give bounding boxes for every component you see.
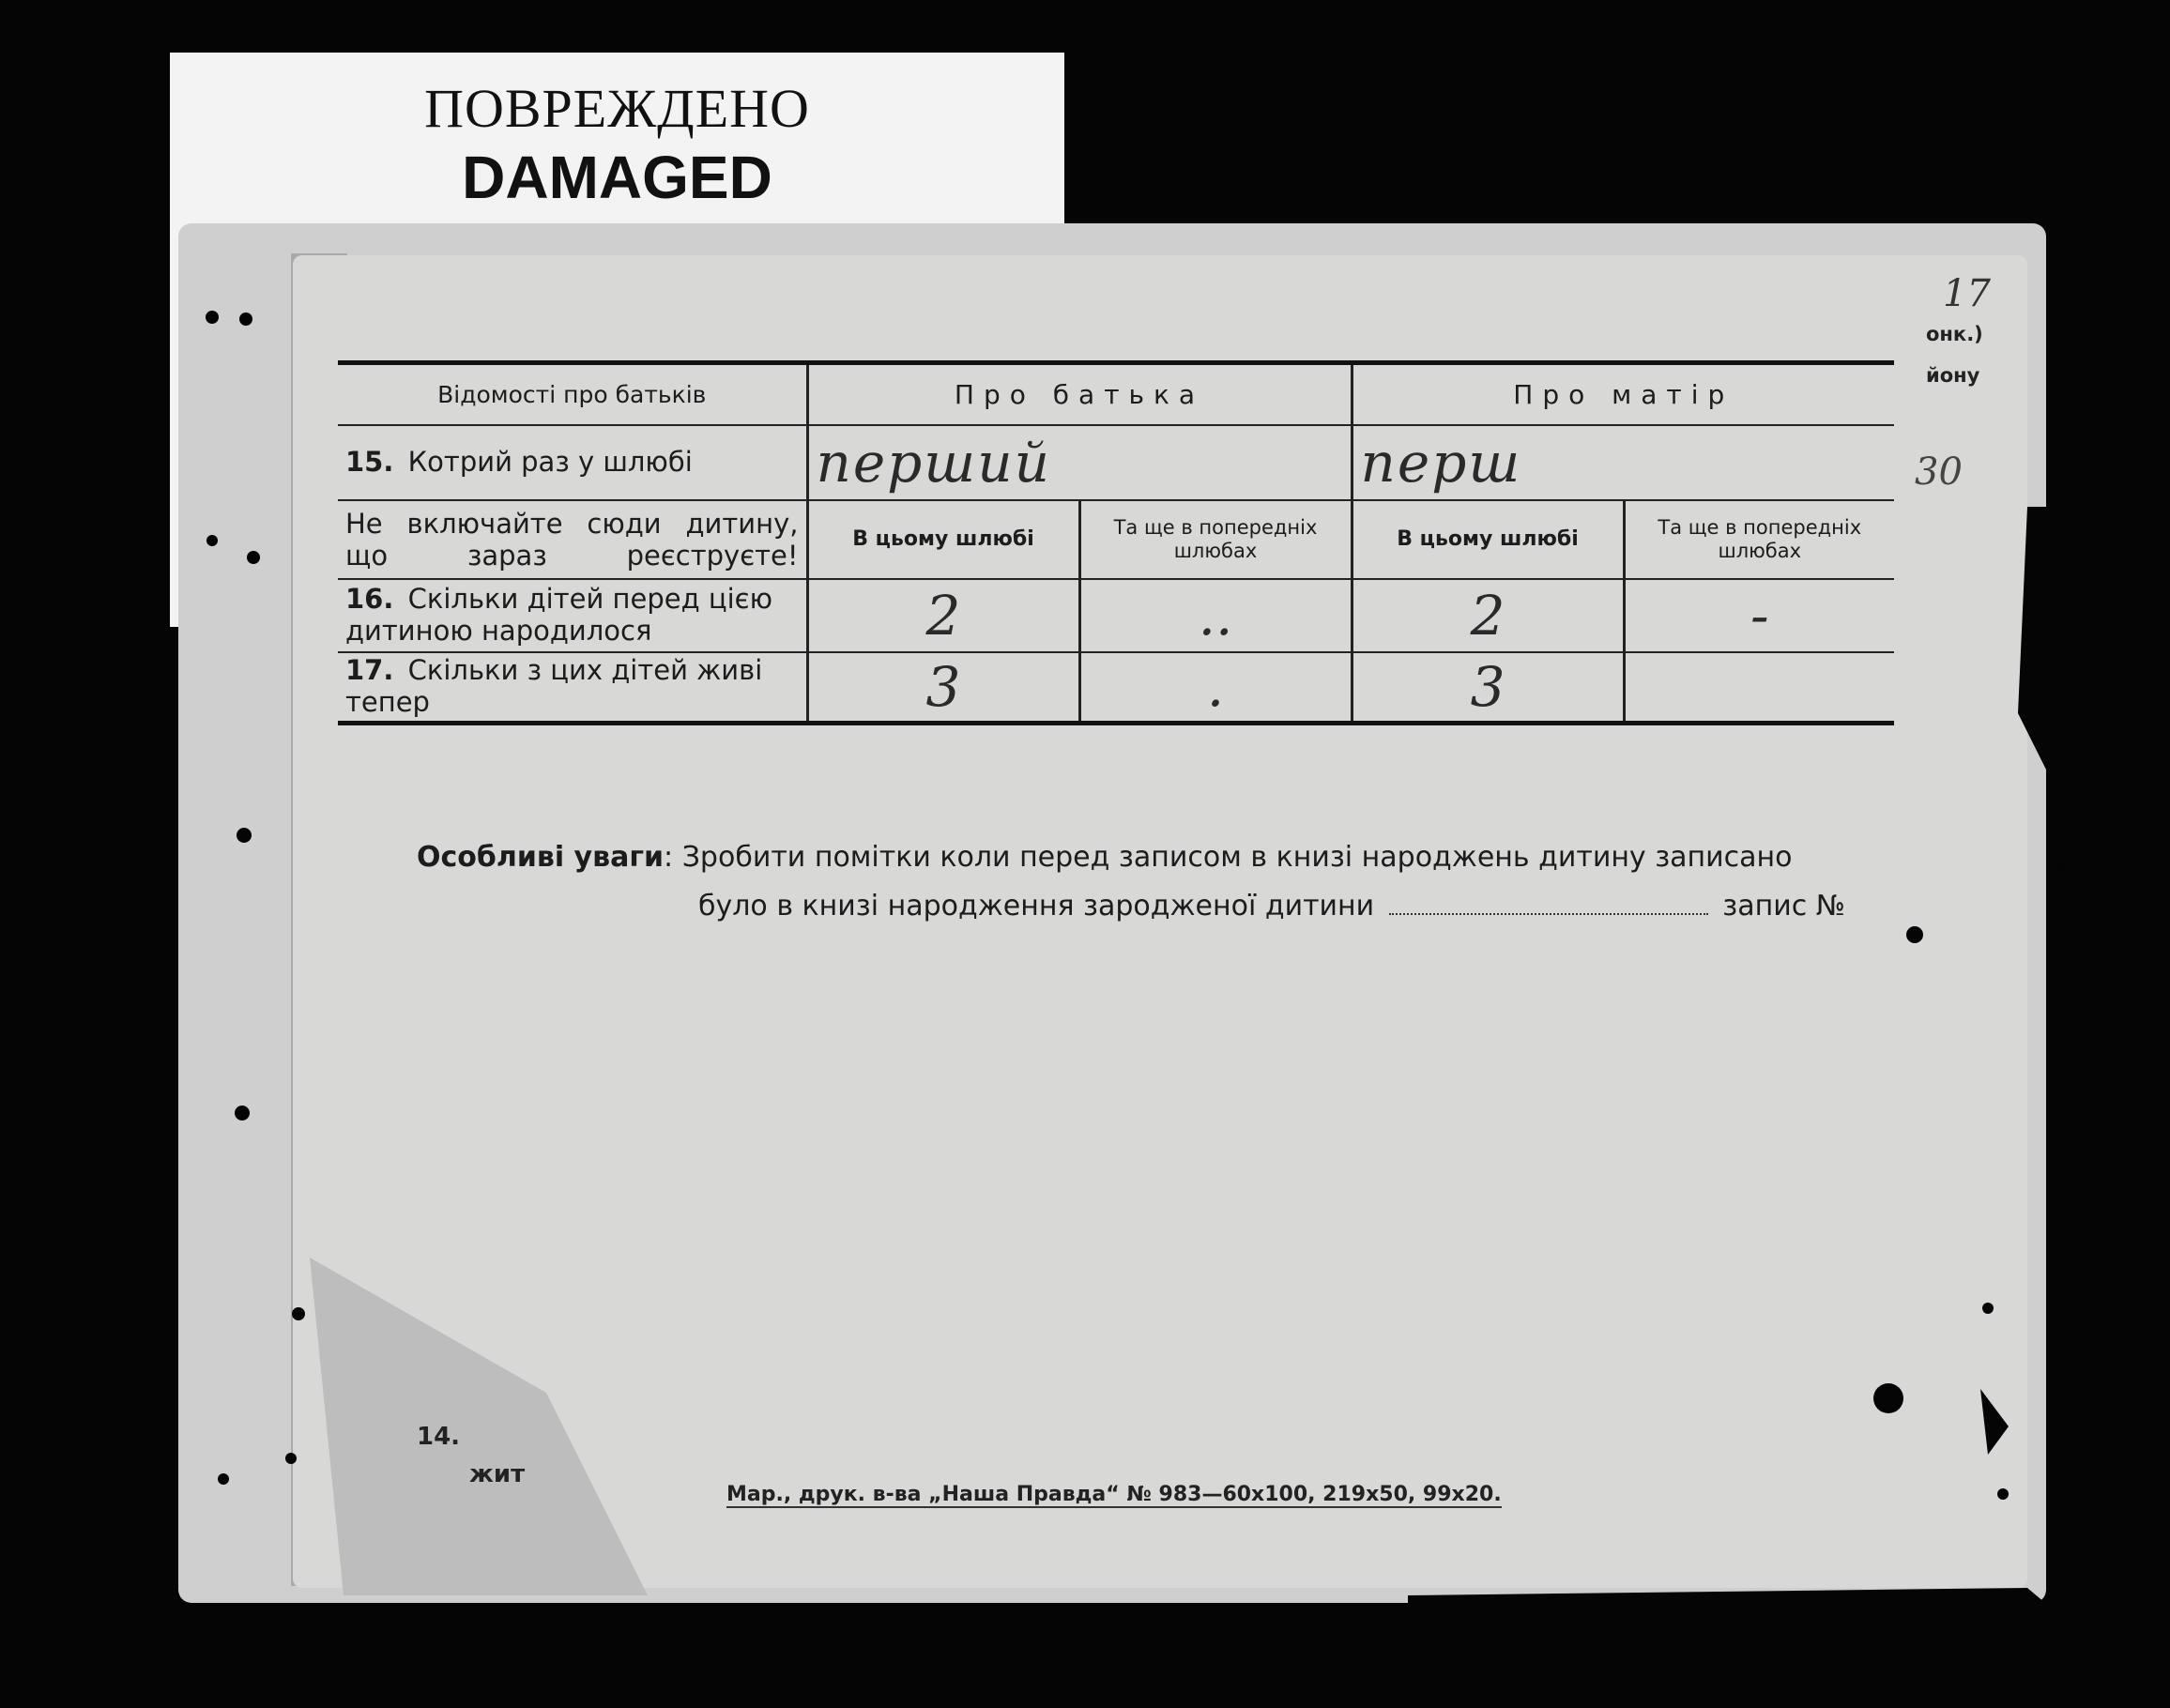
row16-label-cell: [338, 579, 807, 652]
fragment-right-2: йону: [1926, 364, 1980, 387]
table-row-17: [338, 652, 1894, 724]
mother-previous-marriages-header: Та ще в попередніх шлюбах: [1624, 500, 1894, 579]
fragment-item-14-tail: жит: [469, 1460, 526, 1488]
table-note-row: [338, 500, 1894, 579]
row16-mother-prev: -: [1624, 579, 1894, 652]
dotted-fill-line: [1389, 913, 1708, 915]
fragment-right-handwritten: 17: [1943, 272, 1991, 315]
row16-number: 16.: [345, 583, 394, 616]
row16-father-prev: ..: [1079, 579, 1352, 652]
printer-imprint: Мар., друк. в-ва „Наша Правда“ № 983—60х100, 219х50, 99х20.: [726, 1483, 1502, 1506]
row17-mother-prev: [1624, 652, 1894, 724]
row17-mother-this: 3: [1352, 652, 1624, 724]
row17-number: 17.: [345, 654, 394, 687]
row17-label-cell: [338, 652, 807, 724]
header-mother: Про матір: [1352, 363, 1894, 425]
row16-mother-this: 2: [1352, 579, 1624, 652]
remarks-label: Особливі уваги: [417, 841, 665, 874]
father-this-marriage-header: В цьому шлюбі: [807, 500, 1079, 579]
row17-father-this: 3: [807, 652, 1079, 724]
row15-number: 15.: [345, 445, 394, 478]
header-parents-info: Відомості про батьків: [338, 363, 807, 425]
row15-mother-value: перш: [1352, 425, 1894, 500]
special-remarks: [417, 833, 1857, 931]
remarks-line-1: Особливі уваги: Зробити помітки коли перед записом в книзі народжень дитину записано: [417, 841, 1793, 874]
row15-label-cell: [338, 425, 807, 500]
row17-father-prev: .: [1079, 652, 1352, 724]
fragment-right-1: онк.): [1926, 323, 1983, 345]
parents-info-table: [338, 360, 1894, 725]
row15-father-value: перший: [807, 425, 1352, 500]
mother-this-marriage-header: В цьому шлюбі: [1352, 500, 1624, 579]
row16-father-this: 2: [807, 579, 1079, 652]
table-row-15: [338, 425, 1894, 500]
remarks-line-2: [417, 882, 1857, 931]
remarks-text-1: Зробити помітки коли перед записом в книзі народжень дитину записано: [681, 841, 1793, 874]
row16-label: Скільки дітей перед цією дитиною народилося: [345, 583, 772, 647]
father-previous-marriages-header: Та ще в попередніх шлюбах: [1079, 500, 1352, 579]
table-header-row: [338, 363, 1894, 425]
row15-label: Котрий раз у шлюбі: [407, 445, 693, 478]
fragment-item-14: 14.: [417, 1423, 461, 1451]
note-exclude-child: Не включайте сюди дитину, що зараз реєструєте!: [338, 500, 807, 579]
row17-label: Скільки з цих дітей живі тепер: [345, 654, 763, 718]
header-father: Про батька: [807, 363, 1352, 425]
remarks-text-2: було в книзі народження зародженої дитини: [698, 890, 1375, 923]
table-row-16: [338, 579, 1894, 652]
fragment-right-3: 30: [1915, 450, 1963, 494]
damaged-label-english: DAMAGED: [462, 144, 772, 211]
remarks-record-number: запис №: [1722, 890, 1845, 923]
damaged-label-ukrainian: ПОВРЕЖДЕНО: [424, 78, 810, 139]
